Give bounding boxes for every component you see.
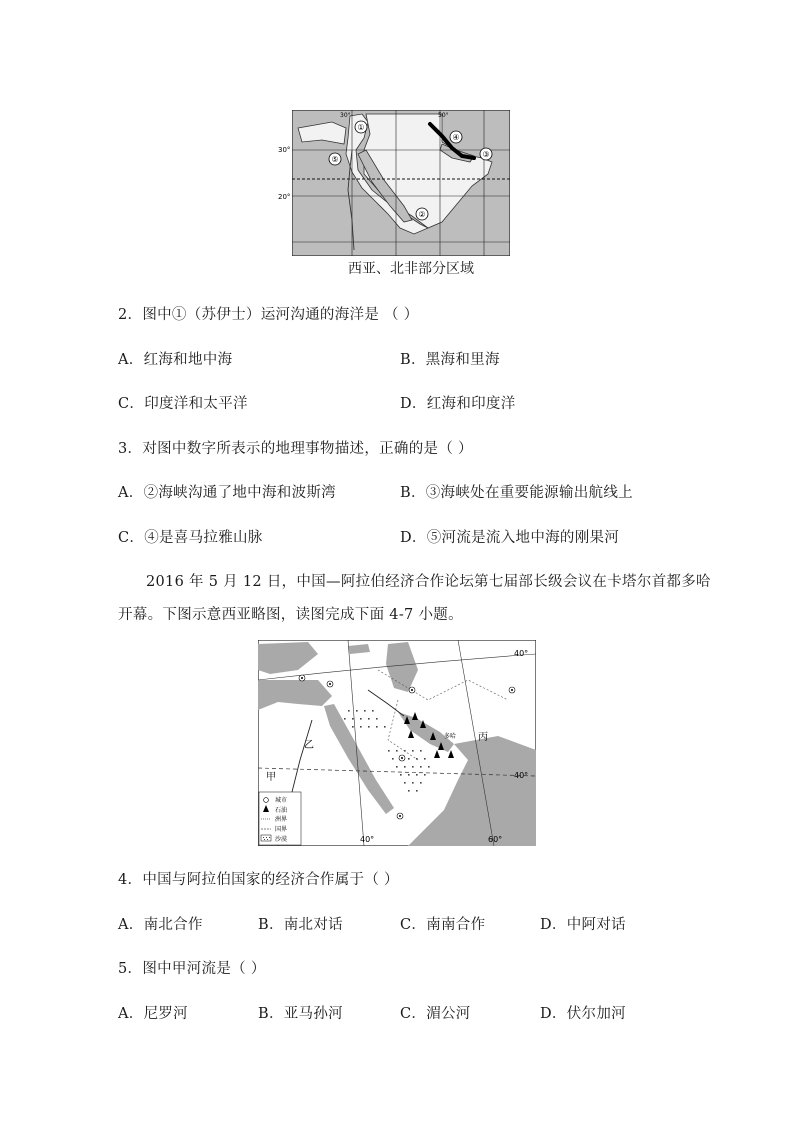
legend-city: 城市 xyxy=(275,797,288,804)
map1-lat-labels xyxy=(276,140,296,200)
q3-option-a: A．②海峡沟通了地中海和波斯湾 xyxy=(118,485,336,501)
grid-label-bottom-60: 60° xyxy=(488,835,503,844)
map-west-asia-north-africa xyxy=(292,110,510,256)
q5-option-d: D．伏尔加河 xyxy=(540,1006,626,1022)
label-doha: 多哈 xyxy=(444,733,457,740)
q2-option-a: A．红海和地中海 xyxy=(118,352,233,368)
intro-line-2: 开幕。下图示意西亚略图，读图完成下面 4-7 小题。 xyxy=(118,607,463,623)
label-bing: 丙 xyxy=(478,732,488,743)
legend-oil: 石油 xyxy=(275,807,288,814)
intro-line-1: 2016 年 5 月 12 日，中国—阿拉伯经济合作论坛第七届部长级会议在卡塔尔首都多哈 xyxy=(146,574,711,590)
legend-desert: 沙漠 xyxy=(275,836,288,843)
lat-label-20: 20° xyxy=(278,193,291,200)
q2-stem: 2．图中①（苏伊士）运河沟通的海洋是 （ ） xyxy=(118,307,419,323)
map-west-asia-sketch xyxy=(258,640,536,846)
label-jia: 甲 xyxy=(266,772,276,783)
marker-4: ④ xyxy=(452,133,460,142)
q3-stem: 3．对图中数字所表示的地理事物描述，正确的是（ ） xyxy=(118,441,473,457)
q2-option-d: D．红海和印度洋 xyxy=(400,396,516,412)
label-yi: 乙 xyxy=(304,740,314,751)
q5-option-a: A．尼罗河 xyxy=(118,1006,188,1022)
legend-continent-border: 洲界 xyxy=(275,816,288,823)
lon-label-50: 50° xyxy=(438,112,449,119)
q4-option-d: D．中阿对话 xyxy=(540,917,626,933)
legend-country-border: 国界 xyxy=(275,826,288,833)
q4-option-c: C．南南合作 xyxy=(400,917,486,933)
marker-3: ③ xyxy=(482,150,490,159)
map1-caption: 西亚、北非部分区域 xyxy=(348,261,474,277)
grid-label-bottom-40: 40° xyxy=(360,835,375,844)
q5-option-b: B．亚马孙河 xyxy=(258,1006,343,1022)
q2-option-b: B．黑海和里海 xyxy=(400,352,500,368)
q3-option-b: B．③海峡处在重要能源输出航线上 xyxy=(400,485,633,501)
q2-option-c: C．印度洋和太平洋 xyxy=(118,396,248,412)
q4-stem: 4．中国与阿拉伯国家的经济合作属于（ ） xyxy=(118,872,399,888)
q5-stem: 5．图中甲河流是（ ） xyxy=(118,961,266,977)
marker-5: ⑤ xyxy=(331,155,339,164)
q4-option-a: A．南北合作 xyxy=(118,917,203,933)
q3-option-c: C．④是喜马拉雅山脉 xyxy=(118,530,263,546)
q3-option-d: D．⑤河流是流入地中海的刚果河 xyxy=(400,530,620,546)
marker-2: ② xyxy=(418,210,426,219)
grid-label-east-40: 40° xyxy=(514,771,529,780)
lat-label-30: 30° xyxy=(278,146,291,154)
q4-option-b: B．南北对话 xyxy=(258,917,343,933)
marker-1: ① xyxy=(357,123,365,132)
grid-label-north-40: 40° xyxy=(514,649,529,658)
q5-option-c: C．湄公河 xyxy=(400,1006,471,1022)
lon-label-30: 30° xyxy=(340,112,351,119)
